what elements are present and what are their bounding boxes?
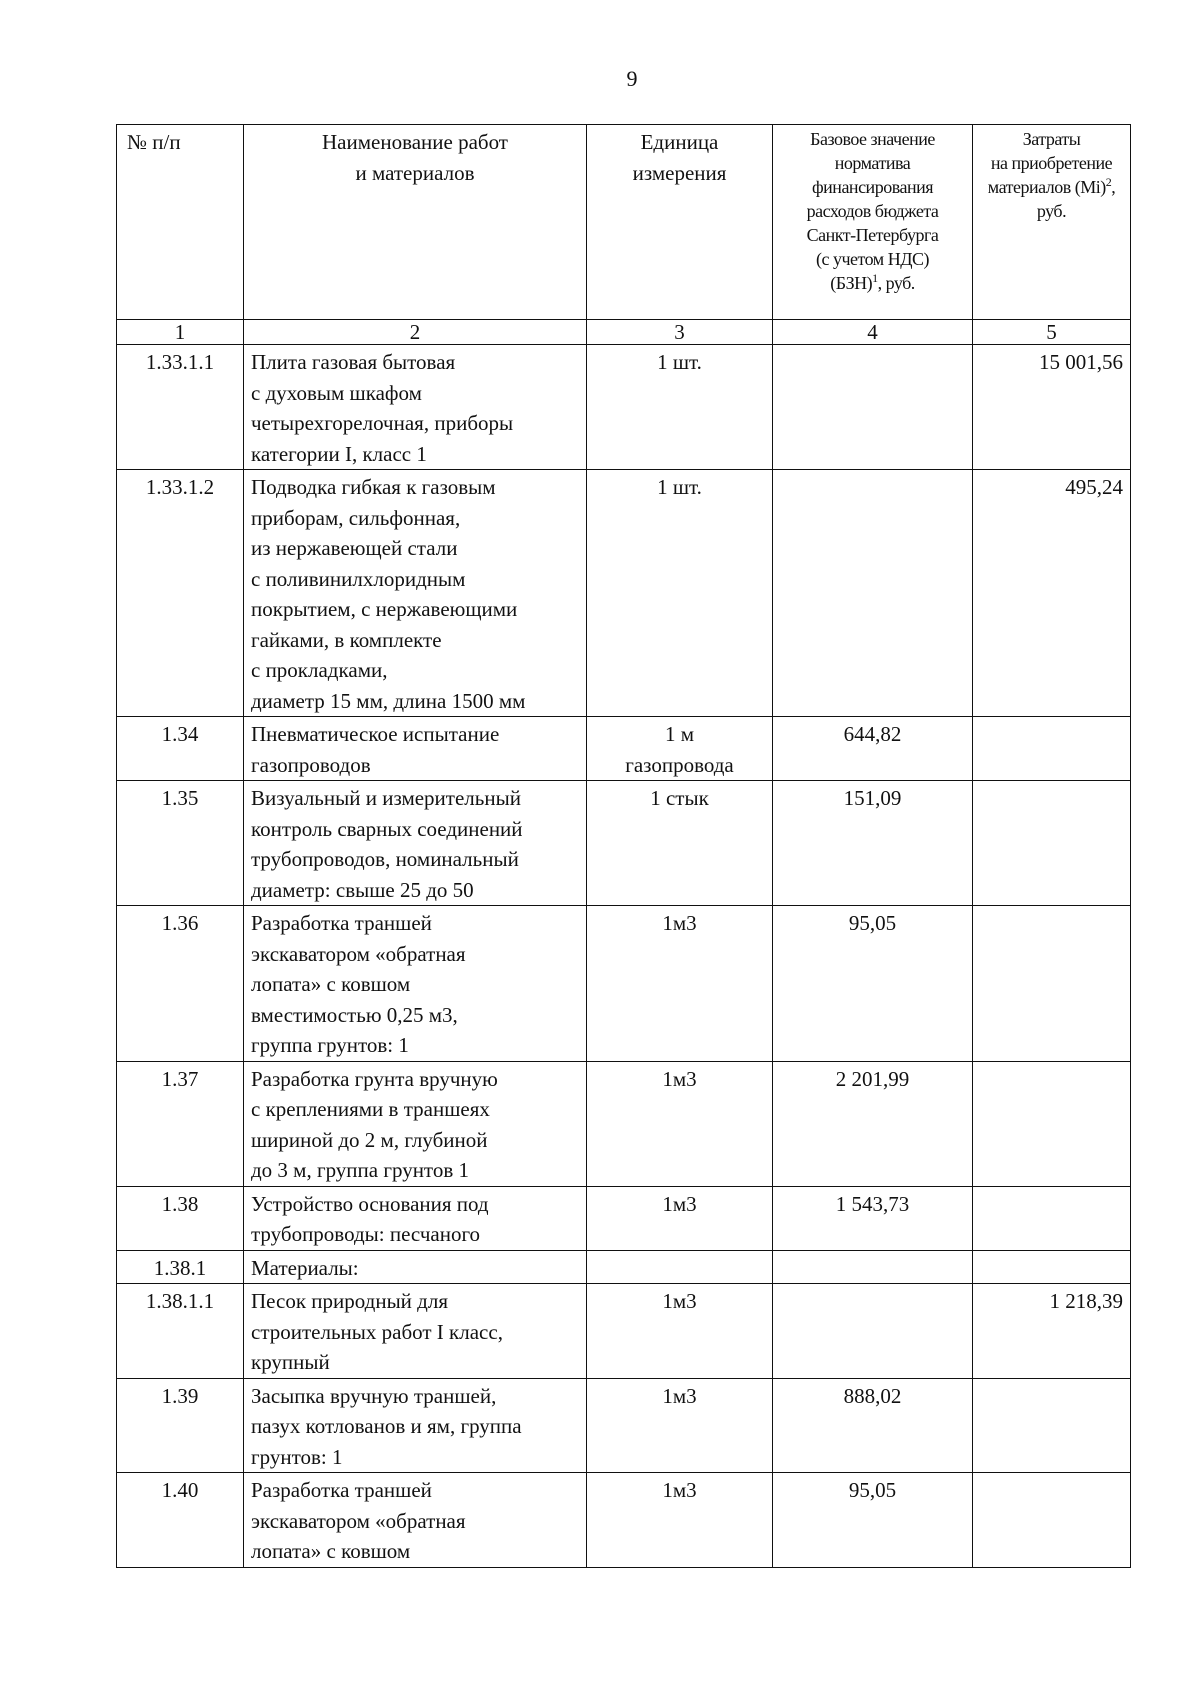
work-name: Разработка траншей экскаватором «обратная лопата» с ковшом вместимостью 0,25 м3, группа грунтов: 1 (244, 906, 587, 1062)
header-base-tail: , руб. (877, 273, 915, 293)
column-number: 2 (244, 320, 587, 345)
row-number: 1.34 (117, 717, 244, 781)
material-cost: 15 001,56 (973, 345, 1131, 470)
work-name: Разработка грунта вручную с креплениями в траншеях шириной до 2 м, глубиной до 3 м, группа грунтов 1 (244, 1061, 587, 1186)
row-number: 1.33.1.2 (117, 470, 244, 717)
base-value: 2 201,99 (773, 1061, 973, 1186)
work-name: Песок природный для строительных работ I класс, крупный (244, 1284, 587, 1379)
unit-of-measure: 1 шт. (587, 345, 773, 470)
header-material-cost (973, 125, 1131, 320)
unit-of-measure: 1 м газопровода (587, 717, 773, 781)
work-name: Устройство основания под трубопроводы: песчаного (244, 1186, 587, 1250)
table-row (117, 1378, 1131, 1473)
footnote-2-mark: 2 (1105, 175, 1112, 189)
unit-of-measure: 1м3 (587, 1284, 773, 1379)
header-name: Наименование работ и материалов (244, 125, 587, 320)
unit-of-measure: 1м3 (587, 1061, 773, 1186)
material-cost (973, 717, 1131, 781)
table-header-row (117, 125, 1131, 320)
base-value (773, 345, 973, 470)
base-value: 644,82 (773, 717, 973, 781)
work-name: Засыпка вручную траншей, пазух котлованов и ям, группа грунтов: 1 (244, 1378, 587, 1473)
table-row (117, 1284, 1131, 1379)
row-number: 1.38.1 (117, 1250, 244, 1284)
unit-of-measure (587, 1250, 773, 1284)
work-name: Плита газовая бытовая с духовым шкафом четырехгорелочная, приборы категории I, класс 1 (244, 345, 587, 470)
material-cost (973, 781, 1131, 906)
header-base-text: Базовое значение норматива финансирования расходов бюджета Санкт-Петербурга (с учетом НДС) (БЗН) (806, 129, 939, 293)
base-value (773, 470, 973, 717)
row-number: 1.35 (117, 781, 244, 906)
table-row (117, 470, 1131, 717)
header-unit: Единица измерения (587, 125, 773, 320)
page-number: 9 (626, 66, 638, 91)
header-base-value (773, 125, 973, 320)
column-number: 3 (587, 320, 773, 345)
base-value: 95,05 (773, 906, 973, 1062)
row-number: 1.38 (117, 1186, 244, 1250)
work-name: Материалы: (244, 1250, 587, 1284)
row-number: 1.36 (117, 906, 244, 1062)
base-value: 151,09 (773, 781, 973, 906)
material-cost: 495,24 (973, 470, 1131, 717)
row-number: 1.39 (117, 1378, 244, 1473)
base-value: 888,02 (773, 1378, 973, 1473)
material-cost (973, 1473, 1131, 1568)
table-row (117, 1186, 1131, 1250)
row-number: 1.40 (117, 1473, 244, 1568)
column-number: 5 (973, 320, 1131, 345)
material-cost: 1 218,39 (973, 1284, 1131, 1379)
table-row (117, 717, 1131, 781)
base-value (773, 1250, 973, 1284)
table-row (117, 1473, 1131, 1568)
material-cost (973, 1378, 1131, 1473)
row-number: 1.38.1.1 (117, 1284, 244, 1379)
work-name: Визуальный и измерительный контроль сварных соединений трубопроводов, номинальный диаметр: свыше 25 до 50 (244, 781, 587, 906)
unit-of-measure: 1 шт. (587, 470, 773, 717)
material-cost (973, 1061, 1131, 1186)
header-number: № п/п (117, 125, 244, 320)
material-cost (973, 1186, 1131, 1250)
material-cost (973, 906, 1131, 1062)
table-row (117, 1061, 1131, 1186)
row-number: 1.37 (117, 1061, 244, 1186)
row-number: 1.33.1.1 (117, 345, 244, 470)
unit-of-measure: 1м3 (587, 1473, 773, 1568)
unit-of-measure: 1 стык (587, 781, 773, 906)
column-number: 1 (117, 320, 244, 345)
norms-table (116, 124, 1131, 1568)
work-name: Подводка гибкая к газовым приборам, сильфонная, из нержавеющей стали с поливинилхлоридным покрытием, с нержавеющими гайками, в комплекте с прокладками, диаметр 15 мм, длина 1500 мм (244, 470, 587, 717)
base-value: 1 543,73 (773, 1186, 973, 1250)
column-number: 4 (773, 320, 973, 345)
table-body (117, 345, 1131, 1568)
unit-of-measure: 1м3 (587, 906, 773, 1062)
material-cost (973, 1250, 1131, 1284)
base-value: 95,05 (773, 1473, 973, 1568)
table-row (117, 781, 1131, 906)
header-cost-tail: , руб. (1036, 177, 1116, 221)
unit-of-measure: 1м3 (587, 1186, 773, 1250)
header-cost-text: Затраты на приобретение материалов (Mi) (987, 129, 1113, 197)
table-row (117, 345, 1131, 470)
base-value (773, 1284, 973, 1379)
footnote-1-mark: 1 (872, 271, 878, 285)
work-name: Разработка траншей экскаватором «обратная лопата» с ковшом (244, 1473, 587, 1568)
unit-of-measure: 1м3 (587, 1378, 773, 1473)
table-row (117, 1250, 1131, 1284)
work-name: Пневматическое испытание газопроводов (244, 717, 587, 781)
column-numbers-row (117, 320, 1131, 345)
table-row (117, 906, 1131, 1062)
